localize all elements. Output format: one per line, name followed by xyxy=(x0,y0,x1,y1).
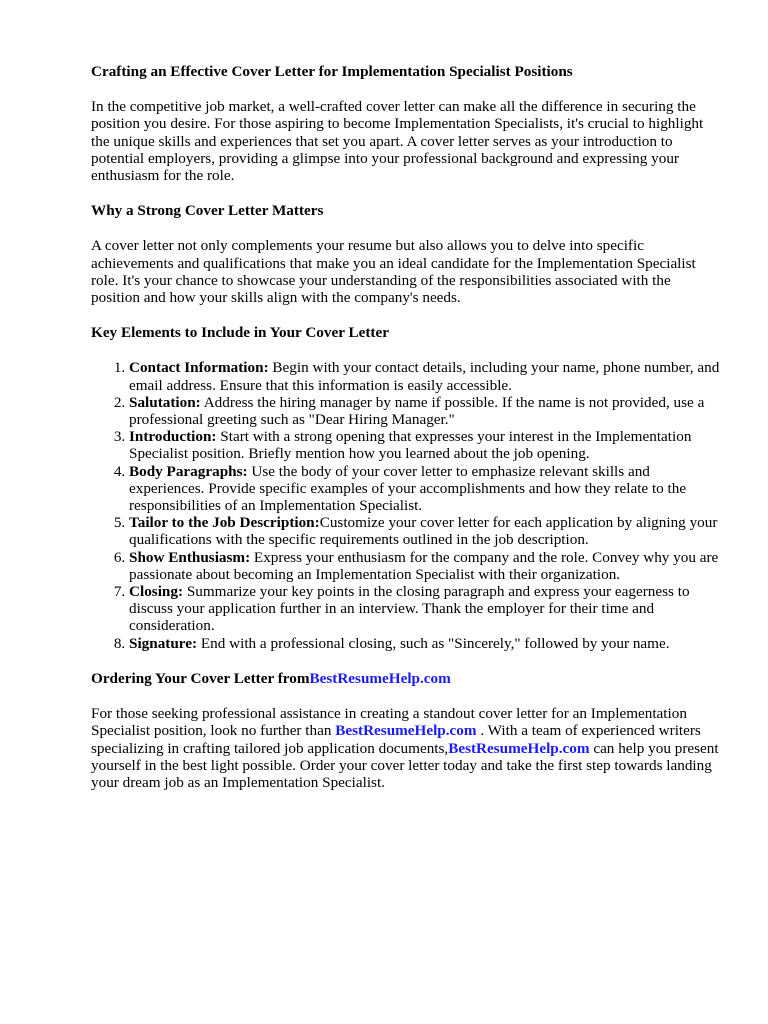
ordering-heading-text: Ordering Your Cover Letter from xyxy=(91,669,310,687)
list-item-text: Use the body of your cover letter to emphasize relevant skills and experiences. Provide specific examples of your accomplishments and how they relate to the responsibilities of an Implementation Specialist. xyxy=(129,462,687,515)
why-paragraph: A cover letter not only complements your resume but also allows you to delve into specific achievements and qualifications that make you an ideal candidate for the Implementation Specialist role. It's your chance to showcase your understanding of the responsibilities associated with the position and how your skills align with the company's needs. xyxy=(91,237,696,307)
list-item-text: Start with a strong opening that expresses your interest in the Implementation Specialist position. Briefly mention how you learned about the job opening. xyxy=(129,428,692,463)
bestresumehelp-link[interactable]: BestResumeHelp.com xyxy=(335,722,477,740)
list-item-label: Salutation: xyxy=(129,393,201,411)
list-item-label: Signature: xyxy=(129,634,198,652)
list-item xyxy=(129,635,723,652)
list-item xyxy=(129,583,723,635)
list-item xyxy=(129,359,723,393)
ordering-text-3: can help you present yourself in the best light possible. Order your cover letter today and take the first step towards landing your dream job as an Implementation Specialist. xyxy=(91,739,719,791)
bestresumehelp-link[interactable]: BestResumeHelp.com xyxy=(309,669,451,687)
list-item-text: Begin with your contact details, including your name, phone number, and email address. Ensure that this information is easily accessible. xyxy=(129,359,720,394)
list-item-text: Customize your cover letter for each application by aligning your qualifications with the specific requirements outlined in the job description. xyxy=(129,514,718,549)
list-item xyxy=(129,394,723,428)
document-title: Crafting an Effective Cover Letter for Implementation Specialist Positions xyxy=(91,63,573,80)
ordering-text-1: For those seeking professional assistance in creating a standout cover letter for an Implementation Specialist position, look no further than xyxy=(91,705,687,740)
list-item xyxy=(129,428,723,462)
list-item-label: Show Enthusiasm: xyxy=(129,548,251,566)
list-item-label: Body Paragraphs: xyxy=(129,462,248,480)
list-item-text: End with a professional closing, such as "Sincerely," followed by your name. xyxy=(197,634,670,652)
ordering-text-2: . With a team of experienced writers specializing in crafting tailored job application documents, xyxy=(91,722,701,757)
ordering-paragraph xyxy=(91,705,723,791)
list-item xyxy=(129,463,723,515)
document-page xyxy=(91,59,723,791)
list-item xyxy=(129,549,723,583)
section-heading-ordering xyxy=(91,670,723,687)
list-item-text: Address the hiring manager by name if possible. If the name is not provided, use a professional greeting such as "Dear Hiring Manager." xyxy=(129,393,705,429)
intro-paragraph: In the competitive job market, a well-crafted cover letter can make all the difference in securing the position you desire. For those aspiring to become Implementation Specialists, it's crucial to highlight the unique skills and experiences that set you apart. A cover letter serves as your introduction to potential employers, providing a glimpse into your professional background and expressing your enthusiasm for the role. xyxy=(91,98,704,185)
list-item-label: Tailor to the Job Description: xyxy=(129,514,320,532)
list-item-label: Contact Information: xyxy=(129,359,269,377)
list-item-label: Introduction: xyxy=(129,428,217,446)
list-item-text: Express your enthusiasm for the company and the role. Convey why you are passionate about becoming an Implementation Specialist with their organization. xyxy=(129,548,719,583)
section-heading-key-elements: Key Elements to Include in Your Cover Letter xyxy=(91,324,389,342)
list-item-text: Summarize your key points in the closing paragraph and express your eagerness to discuss your application further in an interview. Thank the employer for their time and consideration. xyxy=(129,583,690,635)
bestresumehelp-link[interactable]: BestResumeHelp.com xyxy=(448,739,590,757)
section-heading-why: Why a Strong Cover Letter Matters xyxy=(91,202,324,220)
key-elements-list xyxy=(91,359,723,651)
list-item xyxy=(129,514,723,548)
list-item-label: Closing: xyxy=(129,583,184,601)
